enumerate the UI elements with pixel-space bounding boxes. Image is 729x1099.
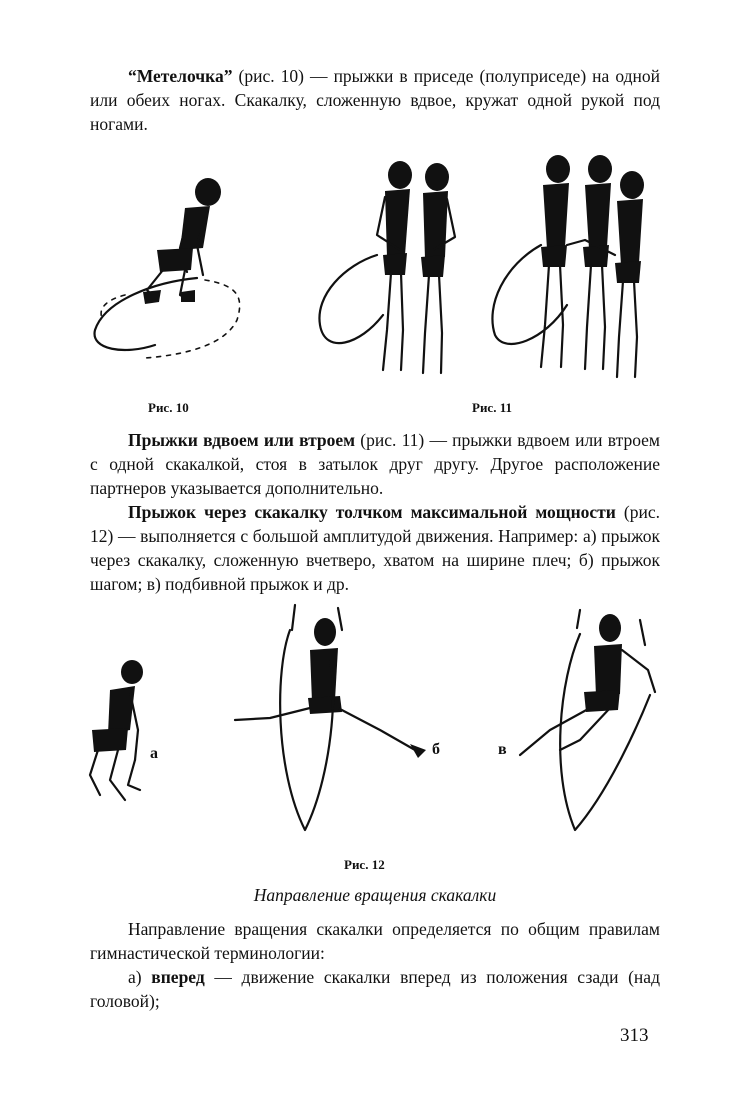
figure-10-caption: Рис. 10 <box>148 400 189 415</box>
paragraph-text: (рис. 12) — выполняется с большой амплитудой движения. Например: а) прыжок через скакалку, сложенную вчетверо, хватом на ширине плеч; б) прыжок шагом; в) подбивной прыжок и др. <box>90 502 660 594</box>
figure-10-illustration <box>85 170 255 370</box>
term-max-power: Прыжок через скакалку толчком максимальной мощности <box>128 502 616 522</box>
section-heading: Направление вращения скакалки <box>253 885 497 905</box>
term-forward: вперед <box>151 967 205 987</box>
figure-11-caption: Рис. 11 <box>472 400 512 415</box>
figure-12-label-v: в <box>498 741 507 758</box>
paragraph-text: — движение скакалки вперед из положения сзади (над головой); <box>90 967 660 1011</box>
paragraph-text: (рис. 11) — прыжки вдвоем или втроем с одной скакалкой, стоя в затылок друг другу. Другое расположение партнеров указывается дополнительно. <box>90 430 660 498</box>
paragraph-max-power <box>90 500 660 596</box>
figure-12-caption: Рис. 12 <box>344 857 385 872</box>
paragraph-meteolochka <box>90 64 660 136</box>
figure-11-illustration <box>305 155 670 385</box>
list-prefix: а) <box>128 967 152 987</box>
paragraph-pairs <box>90 428 660 500</box>
paragraph-text: (рис. 10) — прыжки в приседе (полуприседе) на одной или обеих ногах. Скакалку, сложенную вдвое, кружат одной рукой под ногами. <box>90 66 660 134</box>
term-pairs: Прыжки вдвоем или втроем <box>128 430 356 450</box>
page-number: 313 <box>620 1025 649 1046</box>
paragraph-group-direction <box>90 917 660 1013</box>
paragraph-forward <box>90 965 660 1013</box>
figure-12-label-b: б <box>432 741 440 758</box>
paragraph-group-jumps <box>90 428 660 596</box>
figure-12-label-a: а <box>150 745 158 762</box>
term-meteolochka: “Метелочка” <box>128 66 233 86</box>
paragraph-direction-rules: Направление вращения скакалки определяется по общим правилам гимнастической терминологии: <box>90 919 660 963</box>
figure-12-illustration <box>80 600 670 840</box>
